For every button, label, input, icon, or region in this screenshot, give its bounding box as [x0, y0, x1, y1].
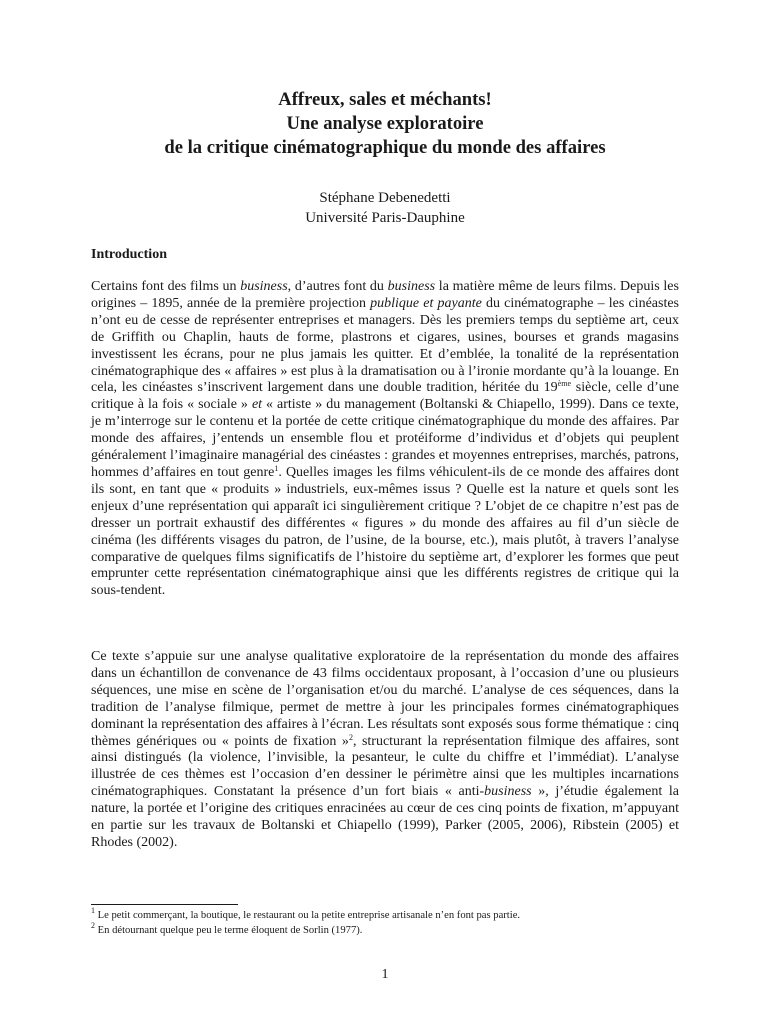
footnote-1-text: Le petit commerçant, la boutique, le restaurant ou la petite entreprise artisanale n’en font pas partie.: [95, 910, 521, 921]
footnote-separator: [91, 904, 238, 905]
footnote-ref-2[interactable]: 2: [348, 732, 353, 742]
title-line-2: Une analyse exploratoire: [286, 113, 484, 134]
footnote-1-mark: 1: [91, 906, 95, 915]
author-block: [0, 188, 770, 228]
paper-title: [0, 88, 770, 160]
title-line-3: de la critique cinématographique du monde des affaires: [164, 137, 606, 158]
section-heading: Introduction: [91, 247, 167, 262]
footnote-1: [91, 906, 521, 922]
author-name: Stéphane Debenedetti: [319, 190, 451, 206]
body-paragraph-2: Ce texte s’appuie sur une analyse qualitative exploratoire de la représentation du monde des affaires dans un échantillon de convenance de 43 films occidentaux proposant, à l’occasion d’une ou plusieurs séquences, une mise en scène de l’organisation et/ou du marché. L’analyse de ces séquences, dans la tradition de l’analyse filmique, permet de mettre à jour les principales formes cinématographiques dominant la représentation des affaires à l’écran. Les résultats sont exposés sous forme thématique : cinq thèmes génériques ou « points de fixation »$^2$, structurant la représentation filmique des affaires, sont ainsi distingués (la violence, l’invisible, la pesanteur, le culte du chiffre et l’immédiat). L’analyse illustrée de ces thèmes est l’occasion d’en dessiner le périmètre ainsi que les multiples incarnations cinématographiques. Constatant la présence d’un fort biais « anti-business », j’étudie également la nature, la portée et l’origine des critiques enracinées au cœur de ces cinq points de fixation, m’appuyant en partie sur les travaux de Boltanski et Chiapello (1999), Parker (2005, 2006), Ribstein (2005) et Rhodes (2002).: [91, 649, 679, 850]
superscript-eme: ème: [557, 379, 571, 389]
footnote-ref-1[interactable]: 1: [274, 463, 279, 473]
footnote-2-text: En détournant quelque peu le terme éloquent de Sorlin (1977).: [95, 925, 363, 936]
footnote-2-mark: 2: [91, 921, 95, 930]
footnote-2: [91, 921, 363, 937]
author-affiliation: Université Paris-Dauphine: [305, 210, 465, 226]
body-paragraph-1: Certains font des films un business, d’autres font du business la matière même de leurs films. Depuis les origines – 1895, année de la première projection publique et payante du cinématographe – les cinéastes n’ont eu de cesse de représenter entreprises et managers. Dès les premiers temps du septième art, ceux de Griffith ou Chaplin, hauts de forme, plastrons et cigares, usines, bourses et grands magasins investissent les écrans, pour ne plus jamais les quitter. Et d’emblée, la tonalité de la représentation cinématographique des « affaires » est plus à la dramatisation ou à l’ironie mordante qu’à la louange. En cela, les cinéastes s’inscrivent largement dans une double tradition, héritée du 19ème siècle, celle d’une critique à la fois « sociale » et « artiste » du management (Boltanski & Chiapello, 1999). Dans ce texte, je m’interroge sur le contenu et la portée de cette critique cinématographique du monde des affaires. Par monde des affaires, j’entends un ensemble flou et protéiforme d’individus et d’objets qui peuplent généralement l’imaginaire managérial des cinéastes : grandes et moyennes entreprises, marchés, patrons, hommes d’affaires en tout genre$^1$. Quelles images les films véhiculent-ils de ce monde des affaires dont ils sont, en tant que « produits » industriels, eux-mêmes issus ? Quelle est la nature et quels sont les enjeux d’une représentation qui apparaît ici singulièrement critique ? L’objet de ce chapitre n’est pas de dresser un portrait exhaustif des différentes « figures » du monde des affaires au fil d’un siècle de cinéma (les différents visages du patron, de l’usine, de la bourse, etc.), mais plutôt, à travers l’analyse comparative de quelques films significatifs de l’histoire du septième art, d’explorer les formes que peut emprunter cette représentation cinématographique ainsi que les différents registres de critique qui la sous-tendent.: [91, 279, 679, 599]
title-line-1: Affreux, sales et méchants!: [278, 89, 492, 110]
page-number: 1: [381, 967, 389, 982]
